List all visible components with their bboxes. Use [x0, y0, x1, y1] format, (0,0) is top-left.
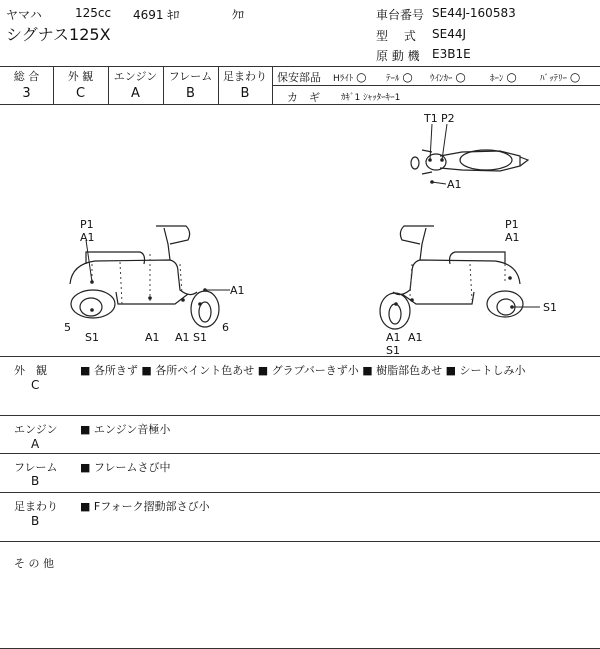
section-exterior-grade: C: [31, 378, 40, 392]
label-right-s1-rear: S1: [543, 301, 557, 314]
label-right-a1-front: A1: [386, 331, 401, 344]
section-frame-label: フレーム: [14, 461, 58, 474]
label-right-p1: P1: [505, 218, 519, 231]
label-left-a1-mid: A1: [145, 331, 160, 344]
grade-header-exterior: 外 観: [67, 70, 94, 83]
label-right-a1-upper: A1: [505, 231, 520, 244]
section-engine-label: エンジン: [14, 423, 58, 436]
equip-tail: ﾃｰﾙ ○: [386, 70, 413, 84]
section-engine-grade: A: [31, 437, 40, 451]
scooter-right-view: [380, 226, 523, 329]
equipment-label: 保安部品: [277, 71, 321, 84]
label-left-s1-front: S1: [193, 331, 207, 344]
grade-value-overall: 3: [22, 86, 31, 101]
grade-value-engine: A: [131, 86, 140, 101]
type-label: 型 式: [376, 29, 416, 43]
equip-battery: ﾊﾞｯﾃﾘｰ ○: [540, 70, 581, 84]
key-label: カ ギ: [287, 91, 320, 104]
grade-value-suspension: B: [240, 86, 250, 101]
damage-diagram: [0, 104, 600, 356]
equip-headlight: Hﾗｲﾄ ○: [333, 70, 367, 84]
label-top-a1: A1: [447, 178, 462, 191]
section-engine-note: ■ エンジン音極小: [80, 423, 171, 436]
section-suspension-label: 足まわり: [14, 500, 58, 513]
section-other-label: そ の 他: [14, 557, 54, 570]
section-suspension-grade: B: [31, 514, 40, 528]
label-right-s1-front: S1: [386, 344, 400, 356]
mileage: 4691 ｷﾛ: [133, 8, 180, 22]
key-value: ｶｷﾞ1 ｼｬｯﾀｰｷｰ1: [341, 93, 401, 103]
scooter-top-view: [411, 150, 528, 174]
equip-winker: ｳｲﾝｶｰ ○: [430, 70, 466, 84]
label-left-a1-upper: A1: [80, 231, 95, 244]
label-left-6: 6: [222, 321, 229, 334]
label-left-a1-front: A1: [230, 284, 245, 297]
label-p2: P2: [441, 112, 455, 125]
maker: ヤマハ: [6, 8, 42, 22]
section-frame-note: ■ フレームさび中: [80, 461, 171, 474]
reg-value: SE44J-160583: [432, 6, 516, 20]
color: ｸﾛ: [232, 8, 245, 22]
section-exterior-note: ■ 各所きず ■ 各所ペイント色あせ ■ グラブバーきず小 ■ 樹脂部色あせ ■ シートしみ小: [80, 364, 526, 377]
grade-header-suspension: 足まわり: [223, 70, 267, 83]
model-name: シグナス125X: [6, 25, 111, 44]
label-left-a1-lower: A1: [175, 331, 190, 344]
grade-header-engine: エンジン: [113, 70, 158, 83]
label-left-5: 5: [64, 321, 71, 334]
grade-value-frame: B: [186, 86, 195, 101]
section-frame-grade: B: [31, 474, 40, 488]
reg-label: 車台番号: [376, 8, 425, 22]
grade-value-exterior: C: [75, 86, 86, 101]
type-value: SE44J: [432, 27, 467, 41]
label-t1: T1: [424, 112, 438, 125]
section-exterior-label: 外 観: [14, 364, 47, 377]
label-left-p1: P1: [80, 218, 94, 231]
engine-label: 原 動 機: [376, 49, 420, 63]
displacement: 125cc: [75, 6, 112, 20]
section-suspension-note: ■ Fフォーク摺動部さび小: [80, 500, 210, 513]
label-right-a1-mid: A1: [408, 331, 423, 344]
grade-header-frame: フレーム: [168, 70, 213, 83]
engine-value: E3B1E: [432, 47, 471, 61]
equip-horn: ﾎｰﾝ ○: [490, 70, 517, 84]
label-left-s1: S1: [85, 331, 99, 344]
grade-header-overall: 総 合: [13, 70, 40, 83]
